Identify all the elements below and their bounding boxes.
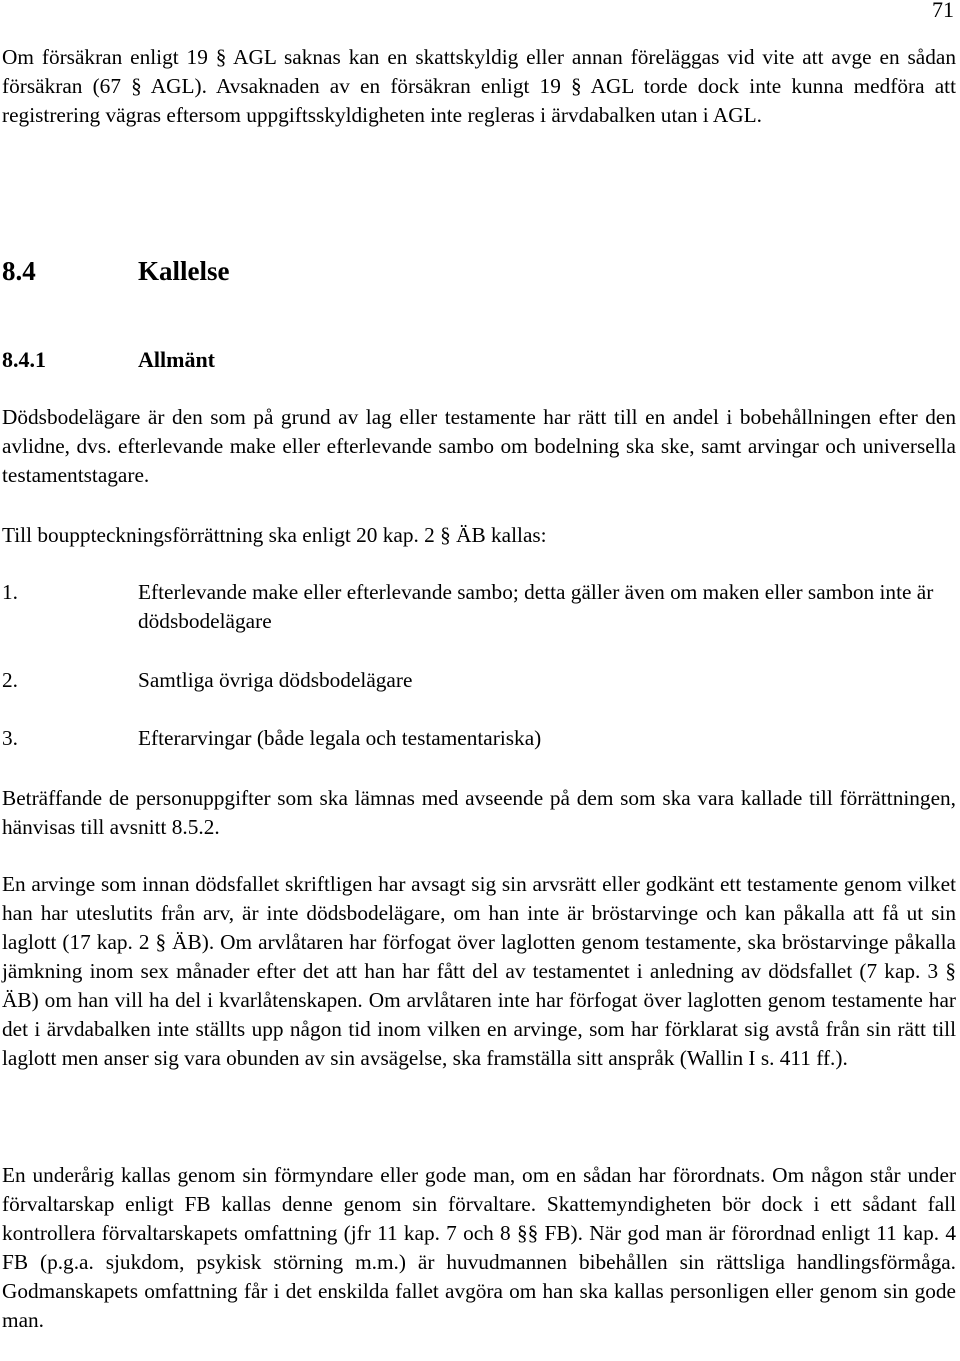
section-title: Kallelse — [138, 256, 230, 286]
subsection-number: 8.4.1 — [2, 347, 46, 372]
paragraph-kallas: Till bouppteckningsförrättning ska enligt 20 kap. 2 § ÄB kallas: — [2, 523, 547, 547]
list-item — [2, 724, 956, 753]
list-item — [2, 578, 956, 636]
list-item-number: 3. — [2, 726, 18, 750]
page-number: 71 — [932, 0, 954, 22]
list-item-number: 2. — [2, 668, 18, 692]
paragraph-arvinge: En arvinge som innan dödsfallet skriftligen har avsagt sig sin arvsrätt eller godkänt ett testamente genom vilket han har uteslutits från arv, är inte dödsbodelägare, om han inte är bröstarvinge och kan påkalla att få ut sin laglott (17 kap. 2 § ÄB). Om arvlåtaren har förfogat över laglotten genom testamente, ska bröstarvinge påkalla jämkning inom sex månader efter det att han har fått del av testamentet i anledning av dödsfallet (7 kap. 3 § ÄB) om han vill ha del i kvarlåtenskapen. Om arvlåtaren inte har förfogat över laglotten genom testamente har det i ärvdabalken inte ställts upp någon tid inom vilken en arvinge, som har förklarat sig avstå från sin rätt till laglott men anser sig vara obunden av sin avsägelse, ska framställa sitt anspråk (Wallin I s. 411 ff.). — [2, 872, 956, 1070]
paragraph-personuppgifter: Beträffande de personuppgifter som ska lämnas med avseende på dem som ska vara kallade till förrättningen, hänvisas till avsnitt 8.5.2. — [2, 786, 956, 839]
subsection-heading — [2, 346, 215, 374]
paragraph-dodsbodelagare: Dödsbodelägare är den som på grund av lag eller testamente har rätt till en andel i bobehållningen efter den avlidne, dvs. efterlevande make eller efterlevande sambo om bodelning ska ske, samt arvingar och universella testamentstagare. — [2, 405, 956, 487]
list-item-text: Efterlevande make eller efterlevande sambo; detta gäller även om maken eller sambon inte är dödsbodelägare — [138, 580, 934, 633]
section-number: 8.4 — [2, 256, 36, 286]
section-heading — [2, 254, 229, 288]
intro-paragraph: Om försäkran enligt 19 § AGL saknas kan en skattskyldig eller annan föreläggas vid vite att avge en sådan försäkran (67 § AGL). Avsaknaden av en försäkran enligt 19 § AGL torde dock inte kunna medföra att registrering vägras eftersom uppgiftsskyldigheten inte regleras i ärvdabalken utan i AGL. — [2, 45, 956, 127]
list-item-number: 1. — [2, 580, 18, 604]
list-item-text: Samtliga övriga dödsbodelägare — [138, 668, 413, 692]
list-item-text: Efterarvingar (både legala och testamentariska) — [138, 726, 542, 750]
subsection-title: Allmänt — [138, 347, 215, 372]
list-item — [2, 666, 956, 695]
paragraph-underarig: En underårig kallas genom sin förmyndare eller gode man, om en sådan har förordnats. Om någon står under förvaltarskap enligt FB kallas denne genom sin förvaltare. Skattemyndigheten bör dock i ett sådant fall kontrollera förvaltarskapets omfattning (jfr 11 kap. 7 och 8 §§ FB). När god man är förordnad enligt 11 kap. 4 FB (p.g.a. sjukdom, psykisk störning m.m.) är huvudmannen bibehållen sin rättsliga handlingsförmåga. Godmanskapets omfattning får i det enskilda fallet avgöra om han ska kallas personligen eller genom sin gode man. — [2, 1163, 956, 1332]
